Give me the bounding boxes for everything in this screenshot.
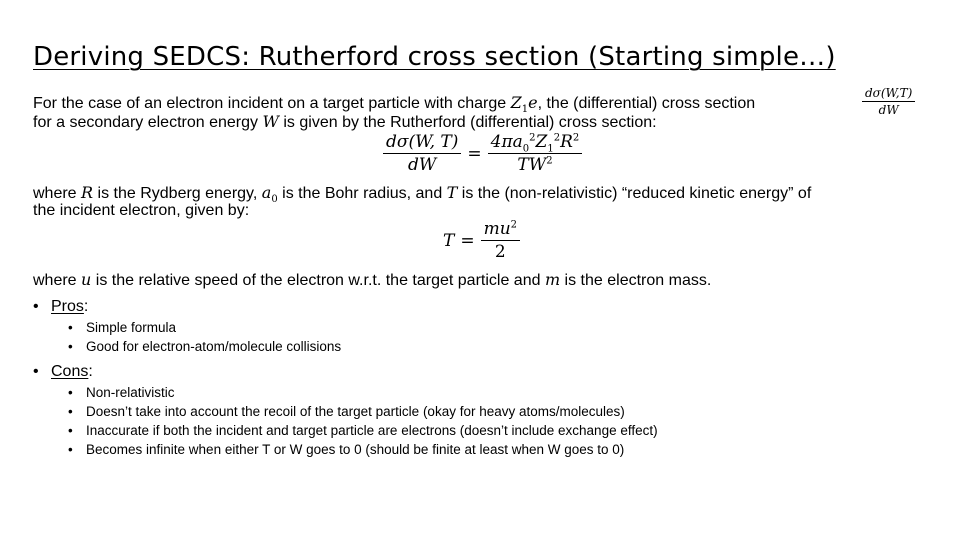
slide-title: Deriving SEDCS: Rutherford cross section (Starting simple…) bbox=[33, 42, 836, 72]
def-text-a: where bbox=[33, 185, 82, 202]
kinetic-energy-equation bbox=[443, 219, 520, 262]
cons-label: Cons bbox=[51, 363, 89, 380]
math-a0: $a_0$ bbox=[261, 183, 278, 206]
cons-heading bbox=[33, 363, 93, 381]
pros-label: Pros bbox=[51, 298, 84, 315]
cons-item-label: Becomes infinite when either T or W goes to 0 (should be finite at least when W goes to 0) bbox=[86, 442, 625, 457]
definitions-paragraph-line1 bbox=[33, 183, 933, 206]
equals-sign-2: = bbox=[460, 230, 475, 251]
bullet-marker: • bbox=[33, 298, 39, 315]
list-item: • Doesn’t take into account the recoil of the target particle (okay for heavy atoms/molecules) bbox=[68, 404, 625, 419]
cons-item-label: Inaccurate if both the incident and target particle are electrons (doesn’t include exchange effect) bbox=[86, 423, 658, 438]
math-w: W bbox=[262, 112, 279, 131]
pros-colon: : bbox=[83, 298, 89, 315]
bullet-marker: • bbox=[33, 363, 39, 380]
intro-text-2b: is given by the Rutherford (differential) cross section: bbox=[278, 114, 657, 131]
list-item: • Becomes infinite when either T or W goes to 0 (should be finite at least when W goes to 0) bbox=[68, 442, 625, 457]
equation-t: T bbox=[443, 230, 455, 251]
speed-text-c: is the electron mass. bbox=[560, 272, 712, 289]
equation-mu2-over-2: $\frac{mu^2}{2}$ bbox=[481, 219, 520, 262]
math-m: m bbox=[544, 270, 561, 289]
math-r: R bbox=[81, 183, 94, 202]
cons-colon: : bbox=[88, 363, 93, 380]
cons-item-label: Non-relativistic bbox=[86, 385, 175, 400]
math-u: u bbox=[81, 270, 92, 289]
def-text-b: is the Rydberg energy, bbox=[93, 185, 262, 202]
equation-lhs: $\frac{d\sigma(W, T)}{dW}$ bbox=[383, 132, 461, 175]
intro-paragraph-line2 bbox=[33, 113, 933, 131]
speed-paragraph bbox=[33, 271, 933, 289]
list-item: • Inaccurate if both the incident and target particle are electrons (doesn’t include exchange effect) bbox=[68, 423, 658, 438]
math-z1e: $Z_1e$ bbox=[510, 93, 538, 116]
equation-rhs: $\frac{4\pi a_0^2Z_1^2R^2}{TW^2}$ bbox=[488, 132, 583, 175]
list-item: • Good for electron-atom/molecule collisions bbox=[68, 339, 342, 354]
rutherford-equation bbox=[383, 132, 582, 175]
speed-text-b: is the relative speed of the electron w.r.t. the target particle and bbox=[91, 272, 545, 289]
def-text-d: is the (non-relativistic) “reduced kinetic energy” of bbox=[457, 185, 812, 202]
intro-text-2a: for a secondary electron energy bbox=[33, 114, 263, 131]
pros-heading bbox=[33, 298, 88, 316]
def-text-c: is the Bohr radius, and bbox=[277, 185, 447, 202]
pros-item-label: Simple formula bbox=[86, 320, 177, 335]
list-item: • Simple formula bbox=[68, 320, 177, 335]
intro-text-1b: , the (differential) cross section bbox=[537, 95, 756, 112]
intro-text-1a: For the case of an electron incident on a target particle with charge bbox=[33, 95, 511, 112]
list-item: • Non-relativistic bbox=[68, 385, 175, 400]
speed-text-a: where bbox=[33, 272, 82, 289]
pros-item-label: Good for electron-atom/molecule collisions bbox=[86, 339, 342, 354]
math-t: T bbox=[446, 183, 458, 202]
cons-item-label: Doesn’t take into account the recoil of the target particle (okay for heavy atoms/molecules) bbox=[86, 404, 625, 419]
definitions-paragraph-line2: the incident electron, given by: bbox=[33, 202, 250, 219]
inline-dsigma-dw-fraction: $\frac{d\sigma(W,T)}{dW}$ bbox=[862, 86, 915, 117]
equals-sign: = bbox=[467, 143, 482, 164]
intro-paragraph-line1 bbox=[33, 93, 933, 116]
